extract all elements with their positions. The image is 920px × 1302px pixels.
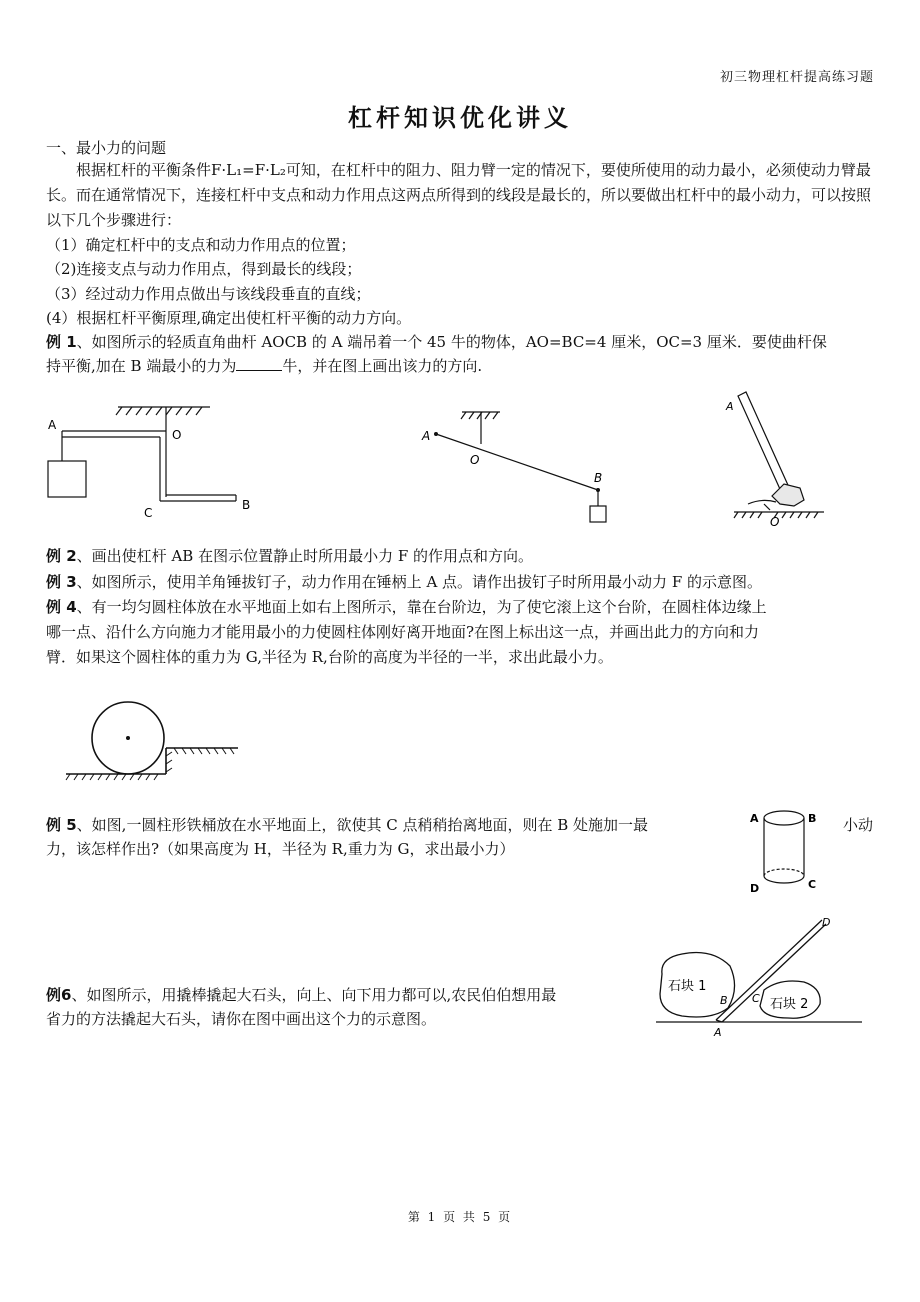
example-4-text: 、有一均匀圆柱体放在水平地面上如右上图所示，靠在台阶边，为了使它滚上这个台阶，在圆柱体边缘上 xyxy=(76,598,767,616)
label-A: A xyxy=(422,429,431,443)
figure-bent-lever xyxy=(40,395,270,530)
example-5-text: 、如图,一圆柱形铁桶放在水平地面上，欲使其 C 点稍稍抬离地面，则在 B 处施加一最 xyxy=(76,816,649,834)
step-1: （1）确定杠杆中的支点和动力作用点的位置； xyxy=(46,236,356,254)
example-6-text: 、如图所示，用撬棒撬起大石头，向上、向下用力都可以,农民伯伯想用最 xyxy=(71,986,557,1004)
figure-crowbar xyxy=(652,912,872,1042)
label-D: D xyxy=(822,916,831,929)
figure-cylinder-step xyxy=(62,696,247,786)
example-4-label: 例 4 xyxy=(46,598,77,616)
page-title: 杠杆知识优化讲义 xyxy=(348,103,572,132)
stone-1-label: 石块 1 xyxy=(668,979,707,994)
label-B: B xyxy=(720,994,728,1007)
example-4-line-3: 臂．如果这个圆柱体的重力为 G,半径为 R,台阶的高度为半径的一半，求出此最小力。 xyxy=(46,648,613,666)
label-A: A xyxy=(750,812,759,825)
example-3-label: 例 3 xyxy=(46,573,77,591)
section-heading: 一、最小力的问题 xyxy=(46,139,167,157)
example-4-line-1 xyxy=(46,597,880,617)
label-B: B xyxy=(594,471,603,485)
figure-claw-hammer xyxy=(724,388,834,530)
example-1-text: 、如图所示的轻质直角曲杆 AOCB 的 A 端吊着一个 45 牛的物体，AO=BC=4 厘米，OC=3 厘米．要使曲杆保 xyxy=(76,333,827,351)
label-A: A xyxy=(726,400,734,413)
stone-2-label: 石块 2 xyxy=(770,997,809,1012)
example-3 xyxy=(46,572,880,592)
step-3: （3）经过动力作用点做出与该线段垂直的直线； xyxy=(46,285,371,303)
label-D: D xyxy=(750,882,760,895)
example-5-line-1-tail: 小动 xyxy=(843,816,874,834)
example-1-text-c: 牛，并在图上画出该力的方向. xyxy=(282,357,483,375)
label-C: C xyxy=(752,992,760,1005)
step-4: (4）根据杠杆平衡原理,确定出使杠杆平衡的动力方向。 xyxy=(46,309,412,327)
example-4-line-2: 哪一点、沿什么方向施力才能用最小的力使圆柱体刚好离开地面?在图上标出这一点，并画出此力的方向和力 xyxy=(46,623,760,641)
label-O: O xyxy=(172,428,182,442)
example-2 xyxy=(46,546,880,566)
example-1-line-2 xyxy=(46,356,880,376)
label-B: B xyxy=(808,812,817,825)
label-C: C xyxy=(808,878,817,891)
example-6-label: 例6 xyxy=(46,986,72,1004)
example-1-text-b: 持平衡,加在 B 端最小的力为 xyxy=(46,357,237,375)
label-A: A xyxy=(48,418,57,432)
example-1-line-1 xyxy=(46,332,880,352)
label-A: A xyxy=(714,1026,722,1039)
label-C: C xyxy=(144,506,153,520)
section-intro: 根据杠杆的平衡条件F·L₁=F·L₂可知，在杠杆中的阻力、阻力臂一定的情况下，要使所使用的动力最小，必须使动力臂最长。而在通常情况下，连接杠杆中支点和动力作用点这两点所得到的线段是最长的，所以要做出杠杆中的最小动力，可以按照以下几个步骤进行： xyxy=(46,161,872,229)
running-header: 初三物理杠杆提高练习题 xyxy=(719,70,874,85)
page-footer: 第 1 页 共 5 页 xyxy=(407,1210,513,1224)
figure-bucket xyxy=(748,804,828,896)
figure-straight-lever xyxy=(418,402,618,527)
example-3-text: 、如图所示，使用羊角锤拔钉子，动力作用在锤柄上 A 点。请作出拔钉子时所用最小动力 F 的示意图。 xyxy=(76,573,762,591)
example-5-label: 例 5 xyxy=(46,816,77,834)
label-O: O xyxy=(470,453,480,467)
label-B: B xyxy=(242,498,251,512)
answer-blank[interactable] xyxy=(236,356,282,371)
example-5-line-2: 力，该怎样作出?（如果高度为 H，半径为 R,重力为 G，求出最小力） xyxy=(46,840,515,858)
example-1-label: 例 1 xyxy=(46,333,77,351)
label-O: O xyxy=(770,515,780,529)
step-2: （2)连接支点与动力作用点，得到最长的线段； xyxy=(46,260,362,278)
example-6-line-2: 省力的方法撬起大石头，请你在图中画出这个力的示意图。 xyxy=(46,1010,437,1028)
example-2-text: 、画出使杠杆 AB 在图示位置静止时所用最小力 F 的作用点和方向。 xyxy=(76,547,534,565)
example-2-label: 例 2 xyxy=(46,547,77,565)
